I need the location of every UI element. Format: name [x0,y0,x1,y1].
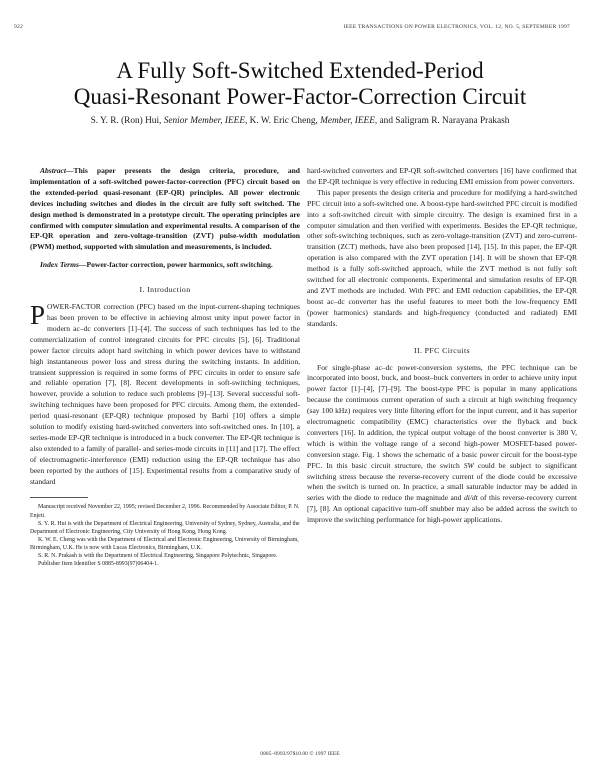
copyright-footer: 0885–8993/97$10.00 © 1997 IEEE [260,751,340,757]
footnote-author-2: K. W. E. Cheng was with the Department of Electrical and Electronic Engineering, University of Birmingham, Birmingham, U.K. He is now with Lucas Electronics, Birmingham, U.K. [30,536,299,551]
author-2: , K. W. Eric Cheng, [245,116,321,126]
footnote-author-1: S. Y. R. Hui is with the Department of Electrical Engineering, University of Sydney, Sydney, Australia, and the Department of Electronic Engineering, City University of Hong Kong, Hong Kong. [30,520,300,535]
right-column [307,166,577,526]
title-line-1: A Fully Soft-Switched Extended-Period [116,58,484,83]
intro-paragraph [30,302,300,487]
abstract [30,166,300,253]
author-2-role: Member, IEEE [320,116,375,126]
abstract-text: This paper presents the design criteria, procedure, and implementation of a soft-switched power-factor-correction (PFC) circuit based on the extended-period quasi-resonant (EP-QR) principles. All power electronic devices including switches and diodes in the circuit are fully soft switched. The design method is demonstrated in a prototype circuit. The operating principles are confirmed with computer simulation and experimental results. A comparison of the EP-QR operation and zero-voltage-transition (ZVT) pulse-width modulation (PWM) method, supported with simulation and measurements, is included. [30,166,300,252]
left-column [30,166,300,568]
footnotes [30,503,300,568]
pfc-text-3: of this reverse-recovery current [7], [8]. An optional capacitive turn-off snubber may also be added across the switch to improve the switching performance for high-power applications. [307,493,577,525]
pfc-text-2: could be subject to significant switching stress because the reverse-recovery current of the diode could be excessive when the switch is turned on. In practice, a small saturable inductor may be added in series with the diode to reduce the magnitude and [307,460,577,503]
switch-symbol: SW [463,460,474,470]
footnote-author-3: S. R. N. Prakash is with the Department of Electrical Engineering, Singapore Polytechnic, Singapore. [38,553,278,560]
author-3: , and Saligram R. Narayana Prakash [374,116,510,126]
title-line-2: Quasi-Resonant Power-Factor-Correction Circuit [73,84,527,109]
index-terms-label: Index Terms— [40,260,87,270]
index-terms-text: Power-factor correction, power harmonics, soft switching. [86,260,273,270]
pfc-paragraph [307,363,577,527]
pfc-text-1: For single-phase ac–dc power-conversion systems, the PFC technique can be incorporated into boost, buck, and boost–buck converters in order to achieve unity input power factor [1]–[4], [7]–[9]. The boost-type PFC is popular in many applications because the continuous current operation of such a circuit at high switching frequency (say 100 kHz) requires very little filtering effort for the input current, and it has superior electromagnetic compatibility (EMC) characteristics over the flyback and buck converters [16]. In addition, the typical output voltage of the boost converter is 380 V, which is within the voltage range of a second high-power MOSFET-based power-conversion stage. Fig. 1 shows the schematic of a basic power circuit for the boost-type PFC. In this basic circuit structure, the switch [307,362,577,470]
author-1: S. Y. R. (Ron) Hui, [90,116,164,126]
didt-symbol: di/dt [463,493,478,503]
intro-continuation: hard-switched converters and EP-QR soft-switched converters [16] have confirmed that the EP-QR technique is very effective in reducing EMI emission from power converters. [307,166,577,186]
journal-header: IEEE TRANSACTIONS ON POWER ELECTRONICS, VOL. 12, NO. 5, SEPTEMBER 1997 [343,24,570,30]
author-list [0,116,600,126]
intro-text: OWER-FACTOR correction (PFC) based on the input-current-shaping techniques has been proven to be effective in achieving almost unity input power factor in modern ac–dc converters [1]–[4]. The success of such techniques has led to the commercialization of control integrated circuits for PFC circuits [5], [6]. Traditional power factor circuits adopt hard switching in which power devices have to withstand high instantaneous power loss and stress during the switching instants. In addition, transient suppression is required in some forms of PFC circuits in order to ensure safe and reliable operation [7], [8]. Recent developments in soft-switching techniques, however, provide a solution to reduce such problems [9]–[13]. Several successful soft-switching techniques have been proposed for PFC circuits. Among them, the extended-period quasi-resonant (EP-QR) technique proposed by Barbi [10] offers a simple solution to modify existing hard-switched converters into soft-switched ones. In [10], a series-mode EP-QR technique is introduced in a buck converter. The EP-QR technique is also extended to a family of parallel- and series-mode circuits in [11] and [17]. The effect of electromagnetic-interference (EMI) reduction using the EP-QR technique has also been reported by the authors of [15]. Experimental results from a comparative study of standard [30,302,300,486]
index-terms [30,260,300,271]
footnote-publisher-id: Publisher Item Identifier S 0885-8993(97)06404-1. [38,561,159,568]
intro-paragraph-2: This paper presents the design criteria and procedure for modifying a hard-switched PFC circuit into a soft-switched one. A boost-type hard-switched PFC circuit is modified into a soft-switched circuit with simple circuitry. The design is examined first in a computer simulation and then verified with experiments. Besides the EP-QR technique, other soft-switching techniques, such as zero-voltage-transition (ZVT) and zero-current-transition (ZCT) methods, have also been proposed [14], [15]. In this paper, the EP-QR operation is also compared with the ZVT operation [14]. It will be shown that EP-QR method is a fully soft-switched approach, while the ZVT method is not fully soft switched for all electronic components. Experimental and simulation results of EP-QR and ZVT methods are included. With PFC and EMI reduction capabilities, the EP-QR boost ac–dc converter has the useful features to meet both the low-frequency EMI (power harmonics) standards and high-frequency (conducted and radiated) EMI standards. [307,187,577,328]
section-heading-pfc-circuits: II. PFC Circuits [413,345,470,355]
author-1-role: Senior Member, IEEE [163,116,246,126]
footnote-manuscript: Manuscript received November 22, 1995; revised December 2, 1996. Recommended by Associate Editor, P. N. Enjeti. [30,504,300,519]
paper-title [0,58,600,110]
page-number: 922 [14,24,23,30]
section-heading-introduction: I. Introduction [139,285,191,295]
drop-cap: P [30,300,46,331]
footnote-divider [30,497,88,498]
abstract-label: Abstract— [40,166,74,175]
